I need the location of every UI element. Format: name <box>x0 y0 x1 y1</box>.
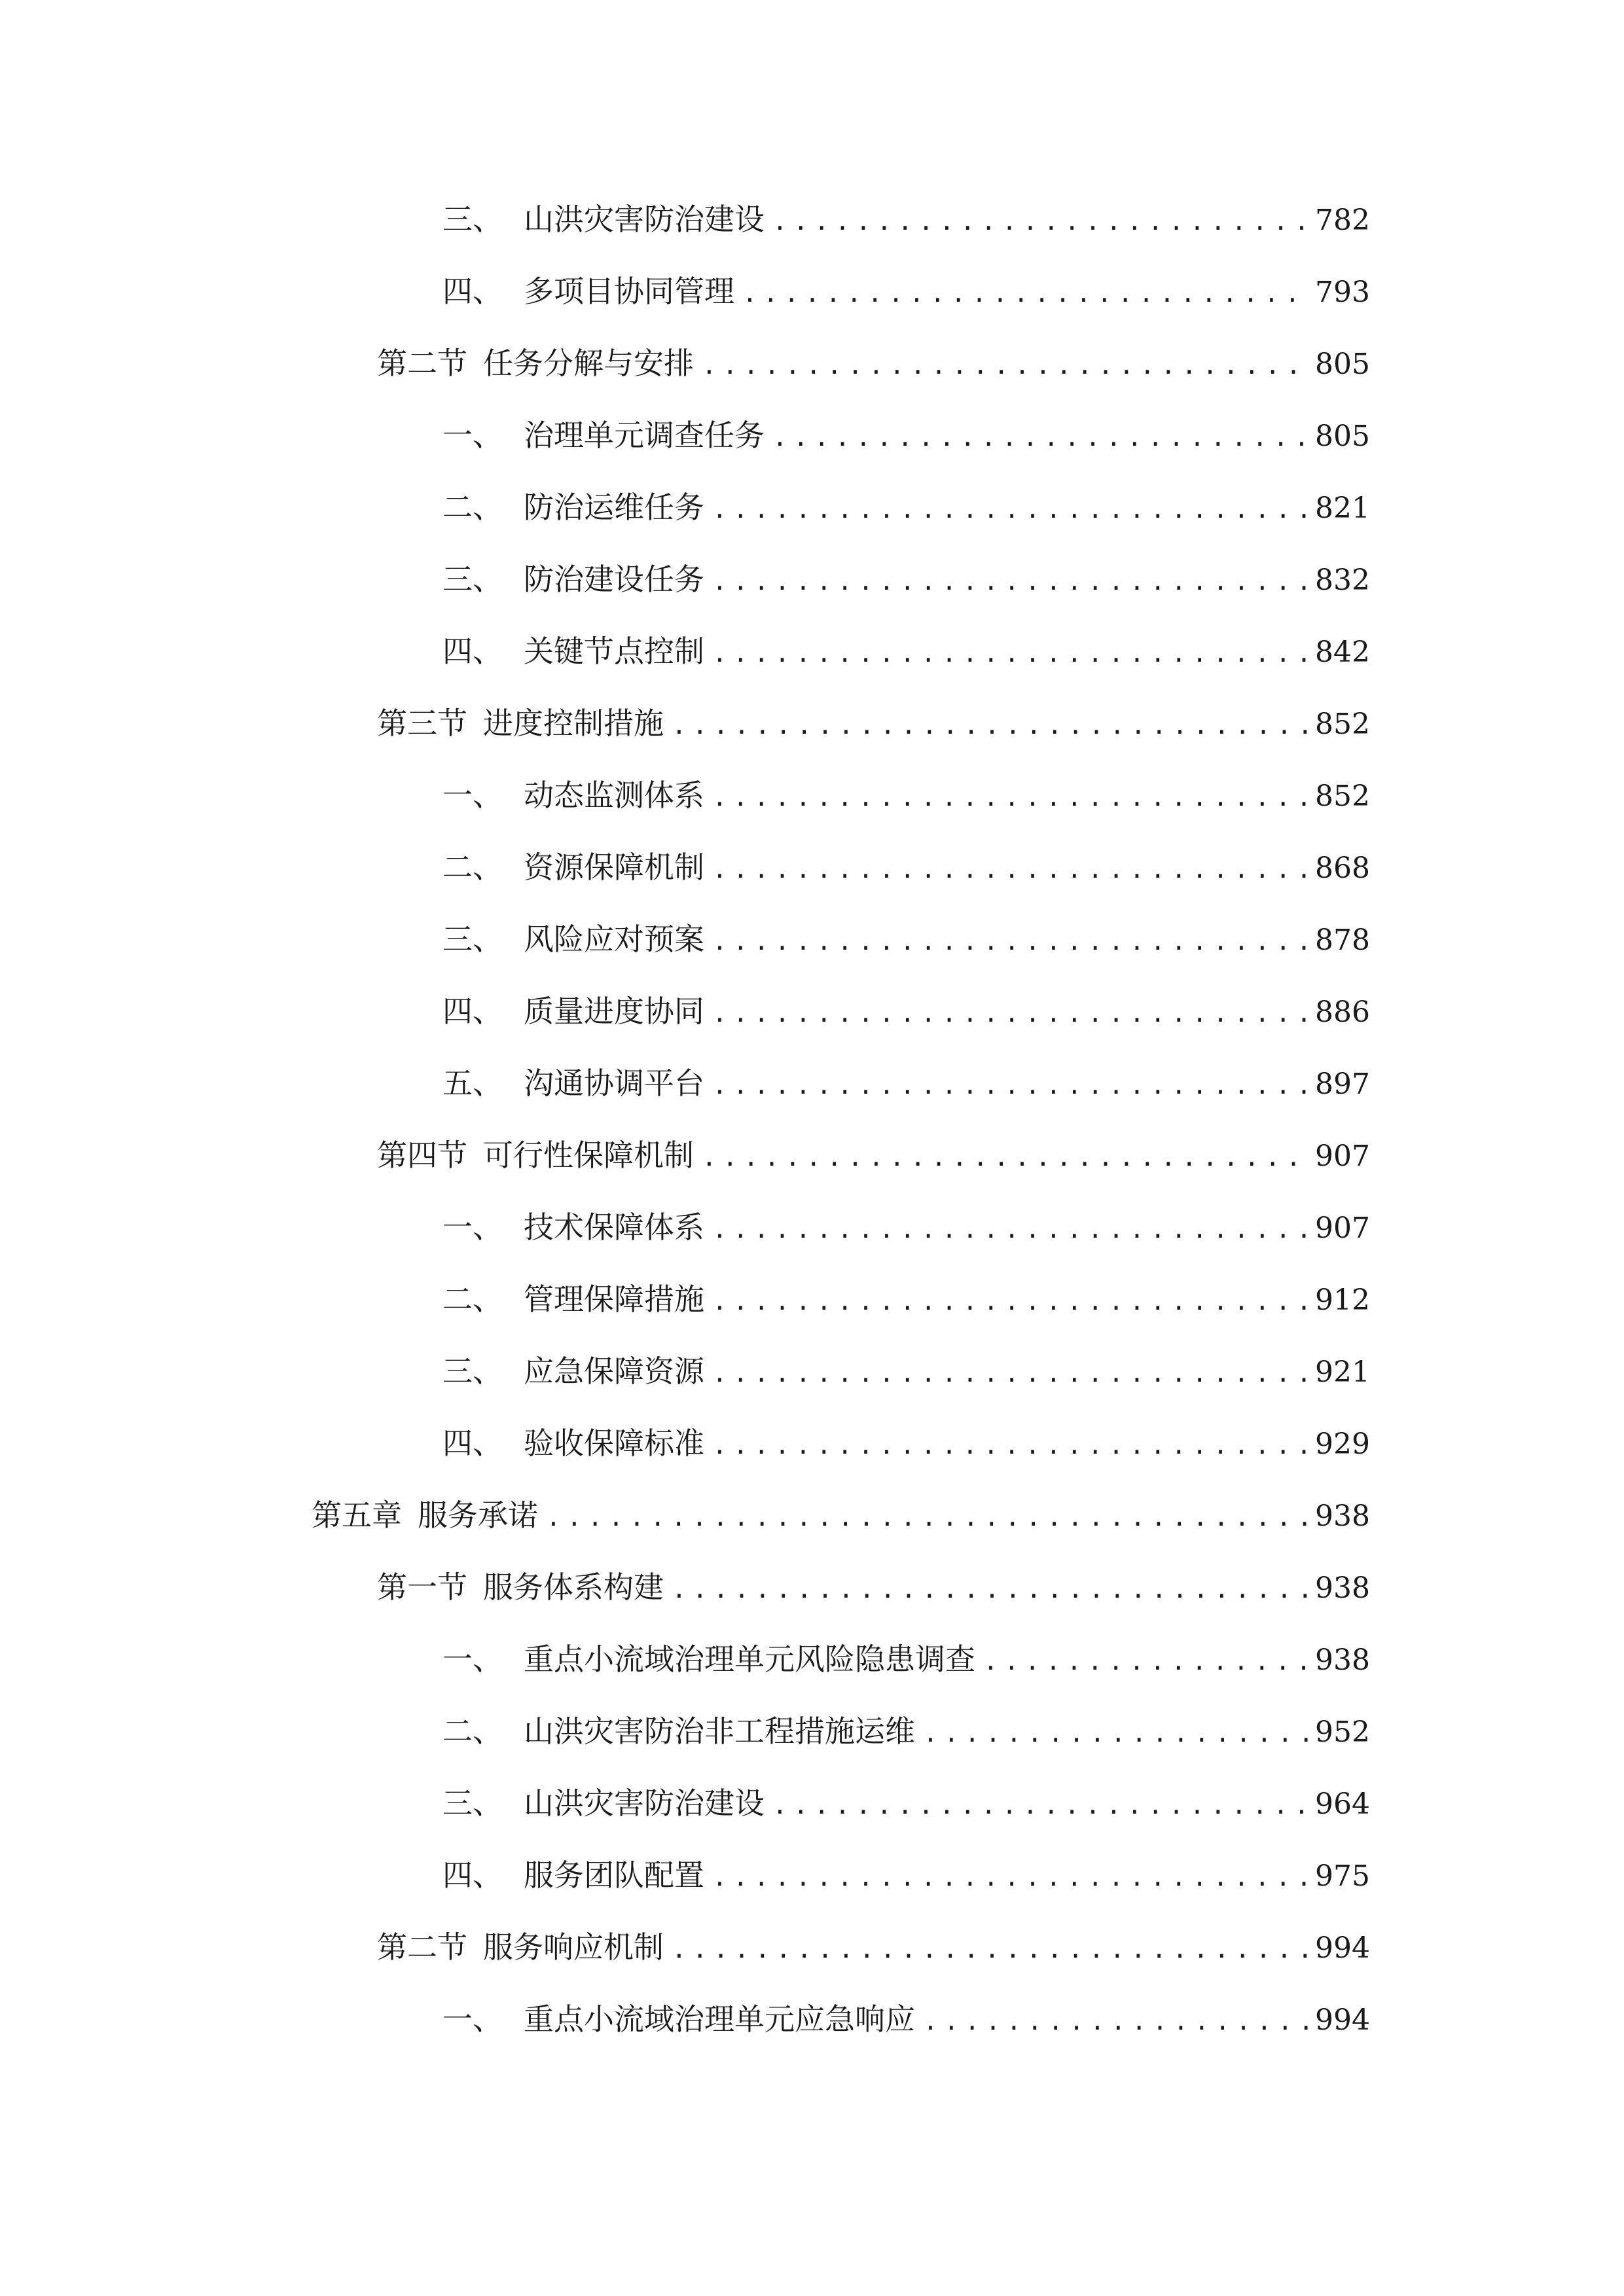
toc-entry[interactable] <box>442 193 1370 245</box>
entry-title: 验收保障标准 <box>524 1426 704 1461</box>
toc-entry[interactable] <box>442 769 1370 821</box>
page-number: 842 <box>1315 636 1370 669</box>
entry-number: 三、 <box>442 1354 503 1389</box>
dot-leader <box>712 627 1308 679</box>
page-number: 994 <box>1315 2003 1370 2037</box>
dot-leader <box>712 483 1308 535</box>
page-number: 938 <box>1315 1571 1370 1605</box>
page-number: 975 <box>1315 1859 1370 1893</box>
toc-entry[interactable] <box>442 265 1370 317</box>
page-number: 994 <box>1315 1931 1370 1965</box>
dot-leader <box>672 699 1308 751</box>
toc-entry[interactable] <box>442 409 1370 461</box>
toc-entry[interactable] <box>442 985 1370 1037</box>
dot-leader <box>742 267 1308 319</box>
page-number: 832 <box>1315 564 1370 597</box>
entry-number: 一、 <box>442 1210 503 1245</box>
entry-title: 服务响应机制 <box>483 1929 664 1965</box>
entry-title: 山洪灾害防治非工程措施运维 <box>524 1713 915 1749</box>
entry-number: 第二节 <box>377 346 467 381</box>
entry-number: 第四节 <box>377 1138 467 1173</box>
entry-number: 五、 <box>442 1066 503 1101</box>
toc-entry[interactable] <box>377 1129 1370 1181</box>
entry-title: 重点小流域治理单元应急响应 <box>524 2001 915 2037</box>
entry-title: 服务承诺 <box>418 1498 538 1533</box>
entry-title: 动态监测体系 <box>524 778 704 813</box>
entry-title: 关键节点控制 <box>524 634 704 669</box>
toc-entry[interactable] <box>442 1057 1370 1109</box>
entry-number: 二、 <box>442 1713 503 1749</box>
dot-leader <box>923 1707 1308 1759</box>
toc-entry[interactable] <box>377 697 1370 749</box>
entry-number: 四、 <box>442 994 503 1029</box>
entry-title: 质量进度协同 <box>524 994 704 1029</box>
entry-number: 三、 <box>442 1785 503 1821</box>
entry-number: 第三节 <box>377 706 467 741</box>
dot-leader <box>546 1491 1308 1543</box>
page-number: 805 <box>1315 420 1370 453</box>
page-number: 938 <box>1315 1643 1370 1677</box>
dot-leader <box>712 1203 1308 1255</box>
page-number: 805 <box>1315 348 1370 381</box>
toc-entry[interactable] <box>377 337 1370 389</box>
dot-leader <box>772 1779 1308 1831</box>
entry-title: 山洪灾害防治建设 <box>524 202 765 237</box>
toc-entry[interactable] <box>377 1561 1370 1613</box>
page-number: 821 <box>1315 492 1370 525</box>
dot-leader <box>712 771 1308 823</box>
entry-title: 资源保障机制 <box>524 850 704 885</box>
dot-leader <box>712 1851 1308 1903</box>
entry-number: 二、 <box>442 850 503 885</box>
entry-title: 进度控制措施 <box>483 706 664 741</box>
dot-leader <box>712 1347 1308 1399</box>
dot-leader <box>702 339 1308 391</box>
entry-number: 第五章 <box>312 1498 402 1533</box>
toc-entry[interactable] <box>442 553 1370 605</box>
entry-number: 一、 <box>442 1641 503 1677</box>
entry-number: 四、 <box>442 274 503 309</box>
toc-entry[interactable] <box>442 1705 1370 1757</box>
dot-leader <box>712 1419 1308 1471</box>
page-number: 929 <box>1315 1427 1370 1461</box>
toc-entry[interactable] <box>442 913 1370 965</box>
page-number: 897 <box>1315 1067 1370 1101</box>
entry-title: 山洪灾害防治建设 <box>524 1785 765 1821</box>
page-number: 912 <box>1315 1283 1370 1317</box>
toc-entry[interactable] <box>442 481 1370 533</box>
entry-number: 一、 <box>442 778 503 813</box>
dot-leader <box>983 1635 1308 1687</box>
toc-entry[interactable] <box>442 1777 1370 1829</box>
page-number: 952 <box>1315 1715 1370 1749</box>
toc-entry[interactable] <box>377 1921 1370 1973</box>
entry-title: 服务体系构建 <box>483 1570 664 1605</box>
entry-number: 四、 <box>442 1426 503 1461</box>
entry-number: 三、 <box>442 922 503 957</box>
dot-leader <box>772 411 1308 463</box>
dot-leader <box>712 915 1308 967</box>
entry-number: 四、 <box>442 634 503 669</box>
page-number: 907 <box>1315 1211 1370 1245</box>
entry-number: 二、 <box>442 490 503 525</box>
page-number: 886 <box>1315 996 1370 1029</box>
entry-number: 一、 <box>442 2001 503 2037</box>
page-number: 868 <box>1315 852 1370 885</box>
entry-number: 三、 <box>442 562 503 597</box>
dot-leader <box>772 195 1308 247</box>
dot-leader <box>712 843 1308 895</box>
page-number: 938 <box>1315 1499 1370 1533</box>
page-number: 782 <box>1315 204 1370 237</box>
page-number: 878 <box>1315 924 1370 957</box>
dot-leader <box>712 1059 1308 1111</box>
dot-leader <box>672 1563 1308 1615</box>
toc-entry[interactable] <box>442 1201 1370 1253</box>
entry-title: 管理保障措施 <box>524 1282 704 1317</box>
toc-entry[interactable] <box>442 841 1370 893</box>
entry-title: 风险应对预案 <box>524 922 704 957</box>
toc-entry[interactable] <box>442 1345 1370 1397</box>
entry-title: 沟通协调平台 <box>524 1066 704 1101</box>
page-number: 793 <box>1315 276 1370 309</box>
toc-entry[interactable] <box>442 625 1370 677</box>
entry-title: 治理单元调查任务 <box>524 418 765 453</box>
entry-title: 多项目协同管理 <box>524 274 734 309</box>
entry-number: 二、 <box>442 1282 503 1317</box>
page-number: 907 <box>1315 1139 1370 1173</box>
entry-title: 防治运维任务 <box>524 490 704 525</box>
toc-entry[interactable] <box>442 1849 1370 1901</box>
dot-leader <box>702 1131 1308 1183</box>
toc-entry[interactable] <box>442 1417 1370 1469</box>
entry-number: 第一节 <box>377 1570 467 1605</box>
entry-title: 防治建设任务 <box>524 562 704 597</box>
page-number: 964 <box>1315 1787 1370 1821</box>
dot-leader <box>712 1275 1308 1327</box>
page-number: 852 <box>1315 780 1370 813</box>
toc-entry[interactable] <box>442 1633 1370 1685</box>
entry-number: 一、 <box>442 418 503 453</box>
entry-title: 技术保障体系 <box>524 1210 704 1245</box>
dot-leader <box>712 987 1308 1039</box>
toc-entry[interactable] <box>442 1993 1370 2045</box>
page-number: 921 <box>1315 1355 1370 1389</box>
dot-leader <box>672 1923 1308 1975</box>
page-number: 852 <box>1315 708 1370 741</box>
entry-title: 服务团队配置 <box>524 1857 704 1893</box>
toc-entry[interactable] <box>312 1489 1370 1541</box>
dot-leader <box>712 555 1308 607</box>
entry-title: 任务分解与安排 <box>483 346 694 381</box>
toc-entry[interactable] <box>442 1273 1370 1325</box>
entry-number: 四、 <box>442 1857 503 1893</box>
entry-title: 应急保障资源 <box>524 1354 704 1389</box>
dot-leader <box>923 1995 1308 2047</box>
entry-title: 可行性保障机制 <box>483 1138 694 1173</box>
entry-title: 重点小流域治理单元风险隐患调查 <box>524 1641 975 1677</box>
entry-number: 三、 <box>442 202 503 237</box>
entry-number: 第二节 <box>377 1929 467 1965</box>
